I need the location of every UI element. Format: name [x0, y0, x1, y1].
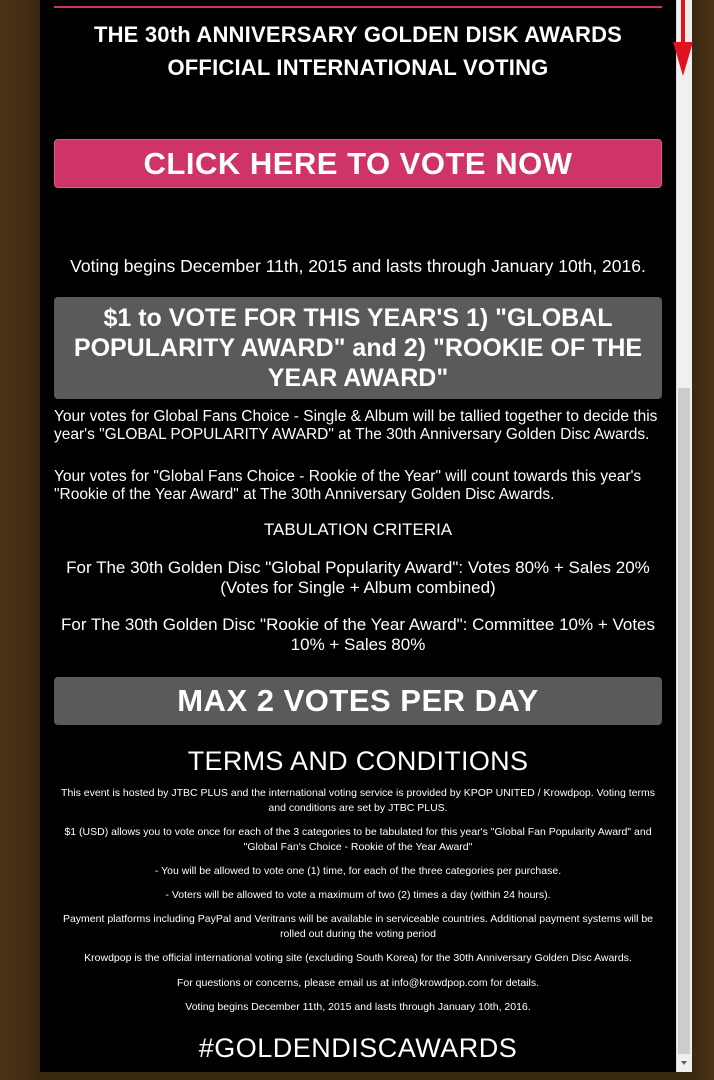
page-title [40, 18, 676, 84]
scrollbar-thumb[interactable] [678, 388, 690, 1054]
terms-item: Krowdpop is the official international voting site (excluding South Korea) for the 30th Anniversary Golden Disc Awards. [84, 952, 632, 964]
tabulation-criteria-title: TABULATION CRITERIA [263, 520, 453, 539]
page-frame-left [0, 0, 40, 1080]
terms-item: This event is hosted by JTBC PLUS and the international voting service is provided by KPOP UNITED / Krowdpop. Voting terms and conditions are set by JTBC PLUS. [61, 787, 655, 814]
terms-item: For questions or concerns, please email us at info@krowdpop.com for details. [177, 977, 539, 989]
terms-item: - You will be allowed to vote one (1) time, for each of the three categories per purchase. [154, 865, 562, 877]
terms-item: Voting begins December 11th, 2015 and lasts through January 10th, 2016. [185, 1001, 531, 1013]
top-divider [54, 6, 662, 8]
rookie-award-paragraph: Your votes for "Global Fans Choice - Rookie of the Year" will count towards this year's "Rookie of the Year Award" at The 30th Anniversary Golden Disc Awards. [54, 468, 642, 503]
terms-item: $1 (USD) allows you to vote once for each of the 3 categories to be tabulated for this year's "Global Fan Popularity Award" and "Global Fan's Choice - Rookie of the Year Award" [64, 826, 652, 853]
terms-item: Payment platforms including PayPal and Veritrans will be available in serviceable countries. Additional payment systems will be rolled out during the voting period [62, 913, 654, 940]
red-down-arrow-icon [672, 0, 694, 78]
page-frame-bottom [40, 1072, 692, 1080]
criteria-rookie: For The 30th Golden Disc "Rookie of the Year Award": Committee 10% + Votes 10% + Sales 80% [60, 615, 656, 654]
hashtag: #GOLDENDISCAWARDS [198, 1033, 518, 1063]
terms-title: TERMS AND CONDITIONS [187, 746, 529, 776]
page-frame-right [692, 0, 714, 1080]
terms-item: - Voters will be allowed to vote a maximum of two (2) times a day (within 24 hours). [165, 889, 551, 901]
vote-price-heading: $1 to VOTE FOR THIS YEAR'S 1) "GLOBAL POPULARITY AWARD" and 2) "ROOKIE OF THE YEAR AWARD" [54, 297, 662, 399]
chevron-down-icon [678, 1056, 690, 1070]
vote-now-button[interactable]: CLICK HERE TO VOTE NOW [54, 139, 662, 188]
scroll-down-button[interactable] [678, 1056, 690, 1070]
max-votes-heading: MAX 2 VOTES PER DAY [54, 677, 662, 725]
voting-info-panel [40, 0, 676, 1072]
voting-dates: Voting begins December 11th, 2015 and lasts through January 10th, 2016. [70, 256, 646, 276]
global-award-paragraph: Your votes for Global Fans Choice - Single & Album will be tallied together to decide this year's "GLOBAL POPULARITY AWARD" at The 30th Anniversary Golden Disc Awards. [54, 408, 658, 443]
title-line-1: THE 30th ANNIVERSARY GOLDEN DISK AWARDS [93, 22, 623, 47]
title-line-2: OFFICIAL INTERNATIONAL VOTING [167, 55, 549, 80]
criteria-global-popularity: For The 30th Golden Disc "Global Popularity Award": Votes 80% + Sales 20% (Votes for Single + Album combined) [66, 558, 650, 597]
